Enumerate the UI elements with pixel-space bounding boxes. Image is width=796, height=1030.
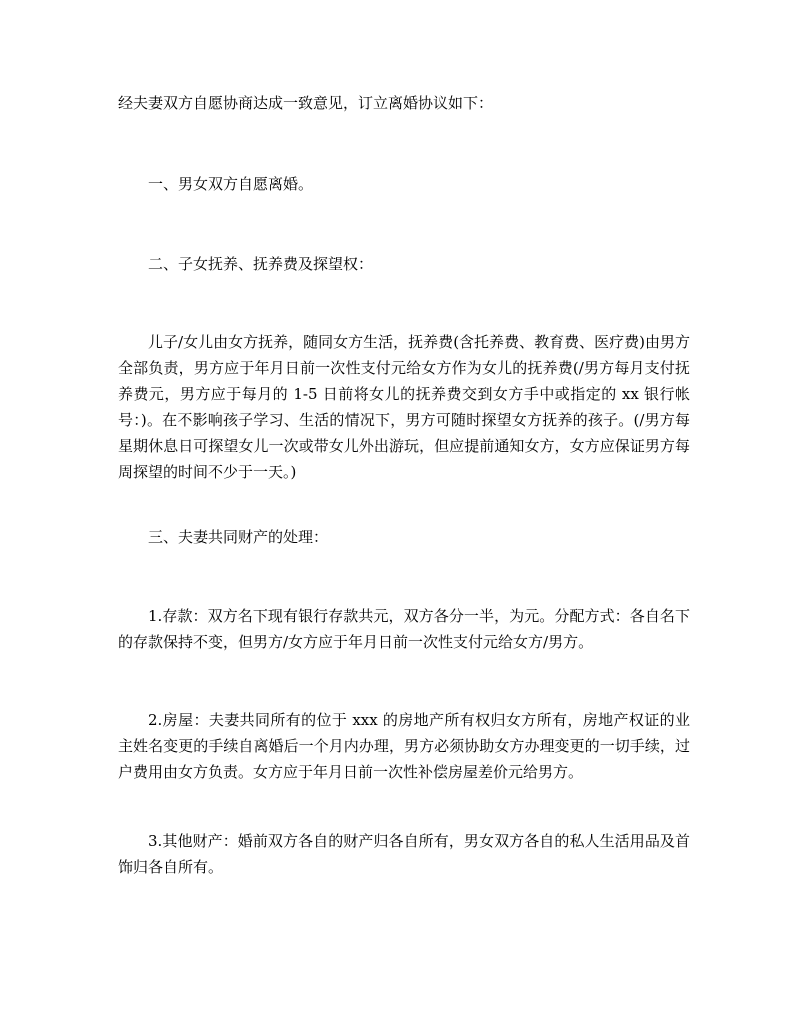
section-1-heading: 一、男女双方自愿离婚。 — [148, 175, 314, 193]
section-2-body: 儿子/女儿由女方抚养，随同女方生活，抚养费(含托养费、教育费、医疗费)由男方全部负责，男方应于年月日前一次性支付元给女方作为女儿的抚养费(/男方每月支付抚养费元，男方应于每月的 1-5 日前将女儿的抚养费交到女方手中或指定的 xx 银行帐号：)。在不影响孩子学习、生活的情况下，男方可随时探望女方抚养的孩子。(/男方每星期休息日可探望女儿一次或带女儿外出游玩，但应提前通知女方，女方应保证男方每周探望的时间不少于一天。) — [118, 333, 690, 481]
section-3-item-other-property: 3.其他财产：婚前双方各自的财产归各自所有，男女双方各自的私人生活用品及首饰归各自所有。 — [118, 832, 690, 876]
section-2-heading: 二、子女抚养、抚养费及探望权： — [148, 255, 374, 273]
intro-paragraph: 经夫妻双方自愿协商达成一致意见，订立离婚协议如下： — [118, 94, 494, 112]
section-3-heading: 三、夫妻共同财产的处理： — [148, 528, 329, 546]
section-3-item-house: 2.房屋：夫妻共同所有的位于 xxx 的房地产所有权归女方所有，房地产权证的业主姓名变更的手续自离婚后一个月内办理，男方必须协助女方办理变更的一切手续，过户费用由女方负责。女方应于年月日前一次性补偿房屋差价元给男方。 — [118, 711, 690, 781]
section-3-item-deposit: 1.存款：双方名下现有银行存款共元，双方各分一半，为元。分配方式：各自名下的存款保持不变，但男方/女方应于年月日前一次性支付元给女方/男方。 — [118, 607, 690, 651]
